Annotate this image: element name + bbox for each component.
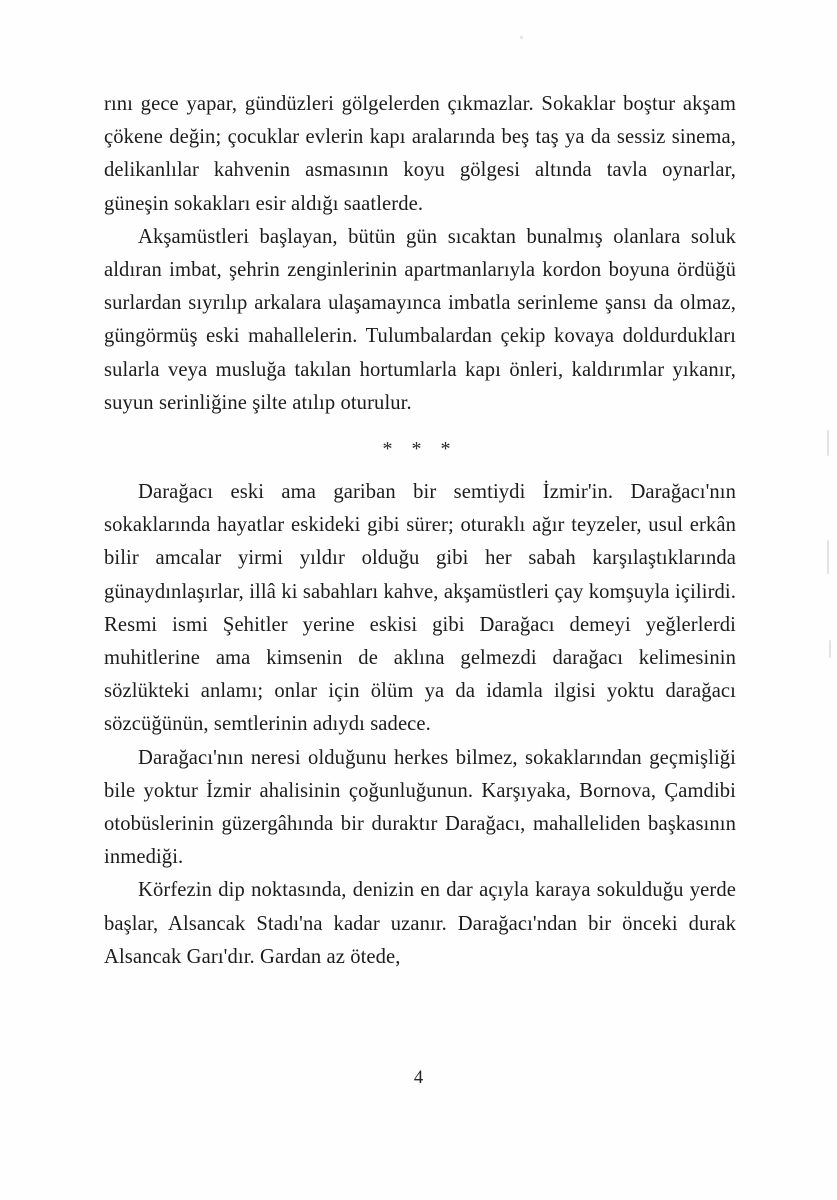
paragraph-korfezin: Körfezin dip noktasında, denizin en dar açıyla karaya sokulduğu yerde başlar, Alsancak Stadı'na kadar uzanır. Darağacı'ndan bir önceki durak Alsancak Garı'dır. Gardan az ötede,	[104, 879, 736, 968]
scan-edge-mark	[829, 640, 831, 658]
paragraph-aksamustleri: Akşamüstleri başlayan, bütün gün sıcaktan bunalmış olanlara soluk aldıran imbat, şehrin zenginlerinin apartmanlarıyla kordon boyuna ördüğü surlardan sıyrılıp arkalara ulaşamayınca imbatla serinleme şansı da olmaz, güngörmüş eski mahallelerin. Tulumbalardan çekip kovaya doldurdukları sularla veya musluğa takılan hortumlarla kapı önleri, kaldırımlar yıkanır, suyun serinliğine şilte atılıp oturulur.	[104, 225, 736, 414]
scan-speck	[520, 36, 523, 39]
paragraph-daragaci-second: Darağacı'nın neresi olduğunu herkes bilmez, sokaklarından geçmişliği bile yoktur İzmir ahalisinin çoğunluğunun. Karşıyaka, Bornova, Çamdibi otobüslerinin güzergâhında bir duraktır Darağacı, mahalleliden başkasının inmediği.	[104, 746, 736, 869]
page-number: 4	[413, 1068, 424, 1088]
section-divider: * * *	[382, 438, 458, 461]
scan-edge-mark	[827, 540, 829, 574]
scan-edge-mark	[827, 430, 829, 456]
body-text-column	[104, 88, 736, 974]
paragraph-daragaci-first: Darağacı eski ama gariban bir semtiydi İzmir'in. Darağacı'nın sokaklarında hayatlar eskideki gibi sürer; oturaklı ağır teyzeler, usul erkân bilir amcalar yirmi yıldır olduğu gibi her sabah karşılaştıklarında günaydınlaşırlar, illâ ki sabahları kahve, akşamüstleri çay komşuyla içilirdi. Resmi ismi Şehitler yerine eskisi gibi Darağacı demeyi yeğlerlerdi muhitlerine ama kimsenin de aklına gelmezdi darağacı kelimesinin sözlükteki anlamı; onlar için ölüm ya da idamla ilgisi yoktu darağacı sözcüğünün, semtlerinin adıydı sadece.	[104, 481, 736, 736]
paragraph-continued: rını gece yapar, gündüzleri gölgelerden çıkmazlar. Sokaklar boştur akşam çökene değin; çocuklar evlerin kapı aralarında beş taş ya da sessiz sinema, delikanlılar kahvenin asmasının koyu gölgesi altında tavla oynarlar, güneşin sokakları esir aldığı saatlerde.	[104, 93, 736, 215]
